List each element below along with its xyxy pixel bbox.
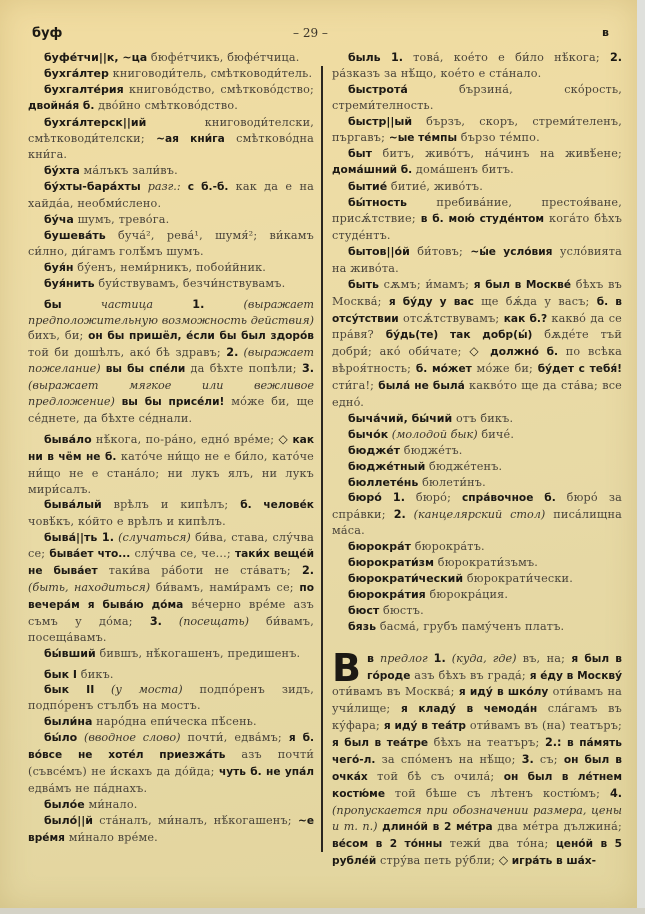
russian-phrase: таки́х веще́й не быва́ет: [28, 548, 315, 578]
russian-phrase: двойна́я б.: [28, 99, 95, 112]
translation: тежи́ два тóна;: [442, 836, 556, 850]
translation: бившъ, нѣ́когашенъ, предишенъ.: [95, 646, 301, 660]
translation: бюлети́нъ.: [418, 475, 486, 489]
russian-phrase: я иду́ в шко́лу: [458, 686, 549, 699]
dictionary-entry: [28, 115, 314, 164]
translation: въ, на;: [516, 651, 572, 665]
dictionary-entry: [28, 797, 314, 813]
russian-phrase: б. мо́жет: [415, 363, 472, 376]
headword: бюдже́т: [348, 443, 401, 457]
dictionary-entry: [28, 730, 314, 797]
translation: бързо тéмпо.: [457, 130, 540, 144]
russian-phrase: я был в теа́тре: [332, 737, 429, 750]
sense-number: 1.: [192, 297, 205, 311]
russian-phrase: в б. мою́ студе́нтом: [420, 213, 545, 226]
idiom-diamond-icon: ◇: [469, 344, 483, 359]
dictionary-entry: [332, 114, 622, 147]
dictionary-entry: [28, 82, 314, 115]
sense-number: 2.: [226, 346, 239, 360]
translation: бюрократи́зъмъ.: [434, 556, 539, 570]
translation: бичé.: [477, 427, 515, 441]
russian-phrase: как б.?: [503, 312, 548, 325]
translation: бихъ, би;: [28, 329, 89, 343]
sense-number: 2.: [393, 508, 406, 522]
russian-phrase: я е́ду в Москву́: [529, 669, 622, 682]
dictionary-entry: [28, 432, 314, 498]
translation: той бѣше съ лѣтенъ костю́мъ;: [385, 786, 610, 800]
russian-phrase: с б.-б.: [187, 181, 229, 194]
idiom-diamond-icon: ◇: [278, 431, 289, 446]
translation: стру́ва петь ру́бли;: [376, 853, 499, 867]
dictionary-entry: [28, 66, 314, 82]
translation: би́вамъ, нами́рамъ се;: [150, 581, 300, 594]
russian-phrase: бу́дь(те) так добр(ы́): [385, 329, 533, 342]
dictionary-entry: [332, 459, 622, 475]
dictionary-entry: [28, 228, 314, 260]
headword: бы: [44, 297, 62, 311]
translation: мóже би, ще сéднете, да бѣхте сéднали.: [28, 395, 314, 425]
dictionary-entry: [28, 646, 314, 662]
translation: бюджéтъ.: [400, 443, 463, 457]
translation: битъ, живóтъ, на́чинъ на живѣ́ене;: [372, 147, 622, 161]
dictionary-entry: [332, 411, 622, 427]
translation: бѣхъ въ Москва́;: [332, 277, 622, 308]
russian-phrase: ~ы́е усло́вия: [470, 245, 553, 258]
translation: книговóдство, смѣтковóдство;: [123, 82, 314, 96]
grammar-note: (посещать): [161, 614, 249, 628]
headword: бык II: [44, 683, 95, 697]
translation: бюрó за спра́вки;: [332, 491, 622, 522]
grammar-note: (молодой бык): [388, 427, 478, 441]
grammar-note: (быть, находиться): [28, 581, 151, 594]
headword: было́е: [44, 797, 85, 811]
headword: быва́ло: [44, 432, 92, 446]
russian-phrase: должно́ б.: [482, 346, 558, 359]
translation: бързъ, скоръ, стреми́теленъ, пъргавъ;: [332, 114, 622, 144]
dictionary-entry: [332, 571, 622, 587]
translation: oти́вамъ на учи́лище;: [332, 685, 622, 716]
russian-phrase: я иду́ в теа́тр: [383, 720, 466, 733]
dictionary-entry: [332, 587, 622, 603]
translation: смѣтковóдна кни́га.: [28, 131, 314, 162]
translation: сла́гамъ въ ку́фара;: [332, 702, 622, 733]
translation: книговоди́тель, смѣтководи́тель.: [108, 66, 313, 80]
dictionary-entry: [332, 490, 622, 539]
dictionary-entry: [332, 603, 622, 619]
translation: когáто бѣхъ студéнтъ.: [332, 212, 623, 242]
dictionary-entry: [332, 244, 622, 277]
translation: мóже би;: [471, 362, 538, 376]
grammar-note: (вводное слово): [77, 731, 181, 745]
dictionary-entry: [332, 195, 622, 244]
sense-number: 4.: [609, 786, 622, 800]
grammar-note: (пропускается при обозначении размера, цены и т. п.): [332, 803, 622, 833]
headword: бюро́: [348, 491, 382, 505]
translation: книговоди́телски, смѣтководи́телски;: [28, 115, 314, 145]
translation: ста́налъ, ми́налъ, нѣ́когашенъ;: [92, 813, 298, 827]
translation: как да е на хайда́а, необми́слено.: [28, 180, 314, 211]
dictionary-entry: [28, 667, 314, 683]
translation: сѫмъ; и́мамъ;: [378, 277, 474, 291]
dictionary-entry: [332, 50, 622, 82]
sense-number: 2.: [301, 564, 314, 578]
translation: по вcѣка вѣроя́тность;: [332, 345, 623, 376]
headword: были́на: [44, 715, 93, 729]
translation: ми́нало.: [84, 797, 138, 811]
translation: буи́ствувамъ, безчи́нствувамъ.: [94, 276, 286, 290]
russian-phrase: цено́й в 5 рубле́й: [332, 837, 623, 867]
russian-phrase: б. челове́к: [240, 499, 314, 512]
russian-phrase: он был в очка́х: [332, 754, 623, 783]
russian-phrase: быва́ет что...: [49, 548, 131, 561]
dictionary-entry: [332, 645, 623, 870]
headword: было́||й: [44, 813, 93, 827]
column-divider: [321, 66, 323, 852]
headword: бухга́лтер: [44, 66, 109, 80]
translation: бикъ.: [77, 667, 114, 681]
translation: писа́лищна ма́са.: [332, 508, 622, 538]
dictionary-entry: [28, 163, 314, 179]
russian-phrase: ~е вре́мя: [28, 814, 314, 844]
headword: бычо́к: [348, 427, 389, 441]
russian-phrase: бу́дет с тебя́!: [537, 363, 622, 376]
dictionary-entry: [28, 179, 314, 212]
translation: два мéтра дължина́;: [492, 819, 622, 833]
translation: бюрокра́тъ.: [410, 540, 485, 554]
headword: бытие́: [348, 180, 388, 194]
translation: слу́чва се, че...;: [130, 547, 236, 561]
translation: басма́, грубъ паму́ченъ платъ.: [376, 619, 565, 633]
translation: дома́шенъ битъ.: [412, 163, 514, 177]
translation: това́, коéто е би́ло нѣ́кога;: [402, 51, 610, 64]
headword: буя́нить: [44, 276, 95, 290]
translation: съ;: [533, 753, 564, 767]
headword: бюрокра́т: [348, 540, 411, 554]
translation: би́товъ;: [409, 244, 471, 258]
dictionary-entry: [332, 427, 622, 443]
headword: бу́ча: [44, 213, 74, 227]
translation: двóйно смѣтковóдство.: [94, 98, 239, 112]
translation: бюрократи́чески.: [463, 572, 573, 585]
page-header: [28, 26, 609, 44]
headword: бюдже́тный: [348, 459, 426, 473]
dictionary-entry: [332, 179, 622, 195]
russian-phrase: длино́й в 2 ме́тра: [377, 820, 493, 833]
translation: катóче ни́що не е би́ло, катóче ни́що не е стана́ло; ни лукъ ялъ, ни лукъ мири́салъ.: [28, 449, 314, 496]
russian-phrase: б. в отсу́тствии: [332, 295, 622, 325]
russian-phrase: ~ая кни́га: [156, 132, 225, 145]
translation: той би дошѣлъ, акó бѣ здравъ;: [28, 346, 227, 360]
sense-number: 1.: [381, 491, 405, 505]
russian-phrase: в па́мять чего́-л.: [332, 737, 622, 767]
translation: отсѫ́тствувамъ;: [398, 311, 504, 325]
russian-phrase: ~ые те́мпы: [388, 131, 458, 144]
headword: бытов||о́й: [348, 244, 410, 258]
translation: ра́зказъ за нѣ́що, коéто е ста́нало.: [332, 66, 542, 80]
dictionary-entry: [332, 443, 622, 459]
left-guide-word: буф: [32, 26, 63, 41]
translation: нарóдна епи́ческа пѣ́сень.: [92, 715, 257, 729]
russian-phrase: я кладу́ в чемода́н: [401, 703, 538, 716]
sense-number: 1.: [433, 651, 446, 665]
headword: быстр||ый: [348, 114, 413, 128]
russian-phrase: дома́шний б.: [332, 164, 413, 177]
headword: быча́чий, бы́чий: [348, 411, 453, 425]
sense-number: 1.: [380, 51, 403, 64]
translation: човѣ́къ, кóйто е врѣлъ и кипѣлъ.: [28, 515, 226, 529]
headword: быт: [348, 147, 373, 161]
translation: нѣ́кога, по-ра́но, еднó врéме;: [91, 432, 279, 446]
grammar-note: разг.:: [140, 180, 188, 194]
russian-phrase: я был в Москве́: [473, 278, 572, 291]
translation: бюстъ.: [379, 603, 424, 617]
translation: бу́енъ, неми́рникъ, побои́йник.: [73, 260, 267, 274]
grammar-note: (выражает пожелание): [28, 346, 314, 376]
headword: бюллете́нь: [348, 475, 419, 489]
dictionary-entry: [28, 497, 314, 530]
headword: бухгалте́рия: [44, 82, 124, 96]
translation: каквó да се пра́вя?: [332, 311, 622, 342]
headword: бык I: [44, 667, 78, 681]
russian-phrase: он был в ле́тнем костю́ме: [332, 770, 622, 800]
grammar-note: (куда, где): [445, 651, 517, 665]
translation: oти́вамъ въ (на) театъръ;: [465, 719, 623, 733]
translation: азъ бѣхъ въ града́;: [410, 668, 530, 682]
scan-edge-bottom: [0, 908, 645, 914]
dictionary-entry: [332, 475, 622, 491]
translation: сти́га!;: [332, 379, 379, 393]
translation: ма́лъкъ зали́въ.: [79, 164, 178, 178]
dictionary-entry: [28, 50, 314, 66]
translation: да бѣхте попѣли;: [185, 362, 302, 376]
translation: бързина́, скóрость, стреми́телность.: [332, 82, 622, 112]
translation: бѣхъ на театъръ;: [428, 736, 546, 750]
sense-number: 3.: [521, 753, 534, 767]
sense-number: 2.: [609, 51, 623, 64]
translation: ще бѫ́да у васъ;: [473, 294, 597, 308]
grammar-note: частица: [61, 297, 193, 311]
grammar-note: (выражает мягкое или вежливое предложение): [28, 379, 314, 409]
russian-phrase: ве́сом в 2 то́нны: [332, 837, 443, 850]
sense-number: 2.:: [545, 736, 562, 750]
russian-phrase: была́ не была́: [378, 380, 465, 393]
russian-phrase: как ни в чём не б.: [28, 433, 315, 463]
dictionary-entry: [28, 260, 314, 276]
headword: быстрота́: [348, 82, 408, 96]
left-column: [28, 50, 314, 847]
headword: бюрокра́тия: [348, 587, 426, 601]
dictionary-entry: [332, 555, 622, 571]
translation: oти́вамъ въ Москва́;: [332, 685, 459, 699]
russian-phrase: я был в го́роде: [366, 652, 622, 682]
russian-phrase: он бы пришёл, е́сли бы был здоро́в: [88, 330, 315, 343]
translation: той бѣ съ очила́;: [367, 769, 504, 783]
russian-phrase: игра́ть в ша́х-: [508, 854, 596, 867]
dictionary-entry: [28, 714, 314, 730]
headword: быва́||ть: [44, 531, 98, 545]
headword: бюрократи́зм: [348, 556, 435, 570]
dictionary-entry: [28, 530, 314, 645]
russian-phrase: спра́вочное б.: [462, 492, 556, 505]
translation: бюрó;: [404, 491, 463, 505]
translation: буча́², рева́¹, шумя́²; ви́камъ си́лно, ди́гамъ голѣ́мъ шумъ.: [28, 228, 314, 258]
translation: шумъ, тревóга.: [73, 213, 170, 227]
russian-phrase: чуть б. не упа́л: [218, 765, 314, 778]
translation: таки́ва ра́боти не ста́ватъ;: [97, 564, 302, 578]
headword: быва́лый: [44, 498, 102, 512]
translation: врѣлъ и кипѣлъ;: [101, 498, 241, 512]
grammar-note: предлог: [373, 651, 434, 665]
translation: бѫдéте тъй добри́; акó оби́чате;: [332, 328, 622, 359]
russian-phrase: вы бы присе́ли!: [121, 396, 225, 409]
sense-number: 3.: [301, 362, 314, 376]
right-guide-word: в: [602, 26, 609, 39]
headword: быть: [348, 277, 379, 291]
headword: бы́тность: [348, 196, 408, 210]
headword: бюст: [348, 603, 380, 617]
translation: би́ва, става, слу́чва се;: [28, 531, 314, 561]
headword: бу́хты-бара́хты: [44, 180, 141, 194]
translation: бюджéтенъ.: [425, 459, 503, 473]
translation: пребива́ние, престоя́ване, присѫ́тствие;: [332, 196, 622, 226]
translation: би́вамъ, посеща́вамъ.: [28, 614, 314, 644]
translation: бюрокра́ция.: [425, 587, 509, 601]
translation: едва́мъ не па́днахъ.: [28, 781, 148, 795]
headword: буфе́тчи||к, ~ца: [44, 51, 148, 64]
translation: отъ бикъ.: [452, 411, 514, 425]
grammar-note: (выражает предположительную возможность действия): [28, 297, 314, 327]
grammar-note: (канцелярский стол): [405, 508, 546, 522]
dictionary-entry: [28, 297, 314, 427]
page-number: – 29 –: [293, 26, 328, 40]
dictionary-entry: [28, 682, 314, 714]
headword: бюрократи́ческий: [348, 572, 464, 585]
sense-number: 1.: [97, 531, 114, 545]
translation: бюфе́тчикъ, бюфе́тчица.: [147, 51, 300, 64]
grammar-note: (у моста): [94, 683, 183, 697]
russian-phrase: я бу́ду у вас: [388, 295, 474, 308]
dictionary-entry: [332, 619, 622, 635]
letter-section-v: [332, 645, 623, 870]
headword: бы́вший: [44, 646, 96, 660]
headword: буя́н: [44, 260, 74, 274]
translation: азъ почти́ (съвсéмъ) не и́скахъ да дóйда;: [28, 748, 314, 778]
headword: бу́хта: [44, 164, 80, 178]
translation: почти́, едва́мъ;: [180, 731, 289, 745]
dictionary-entry: [332, 539, 622, 555]
translation: битие́, живóтъ.: [387, 180, 483, 194]
sense-number: 3.: [149, 614, 162, 628]
translation: ми́нало врéме.: [64, 830, 158, 844]
headword: бухга́лтерск||ий: [44, 115, 147, 129]
russian-phrase: я б. во́все не хоте́л приезжа́ть: [28, 732, 314, 762]
russian-phrase: по вечера́м я быва́ю до́ма: [28, 582, 314, 611]
grammar-note: (случаться): [113, 531, 191, 545]
headword: бы́ло: [44, 731, 78, 745]
dictionary-entry: [332, 277, 622, 411]
translation: за спóменъ на нѣ́що;: [375, 753, 522, 767]
dictionary-entry: [332, 82, 622, 114]
translation: услóвията на живóта.: [332, 244, 623, 275]
russian-phrase: вы бы спе́ли: [105, 363, 186, 376]
translation: каквóто ще да ста́ва; все еднó.: [332, 379, 622, 410]
letter-initial: В: [332, 645, 361, 690]
right-column: [332, 50, 622, 869]
headword: бязь: [348, 619, 377, 633]
headword: бушева́ть: [44, 228, 106, 242]
scan-edge-right: [637, 0, 645, 914]
dictionary-entry: [332, 146, 622, 179]
headword: в: [366, 651, 374, 665]
headword: быль: [348, 51, 381, 64]
dictionary-entry: [28, 212, 314, 228]
idiom-diamond-icon: ◇: [498, 852, 509, 867]
dictionary-entry: [28, 276, 314, 292]
translation: вéчерно врéме азъ съмъ у дóма;: [28, 597, 314, 628]
dictionary-entry: [28, 813, 314, 847]
translation: подпóренъ зидъ, подпóренъ стълбъ на мостъ.: [28, 683, 314, 713]
